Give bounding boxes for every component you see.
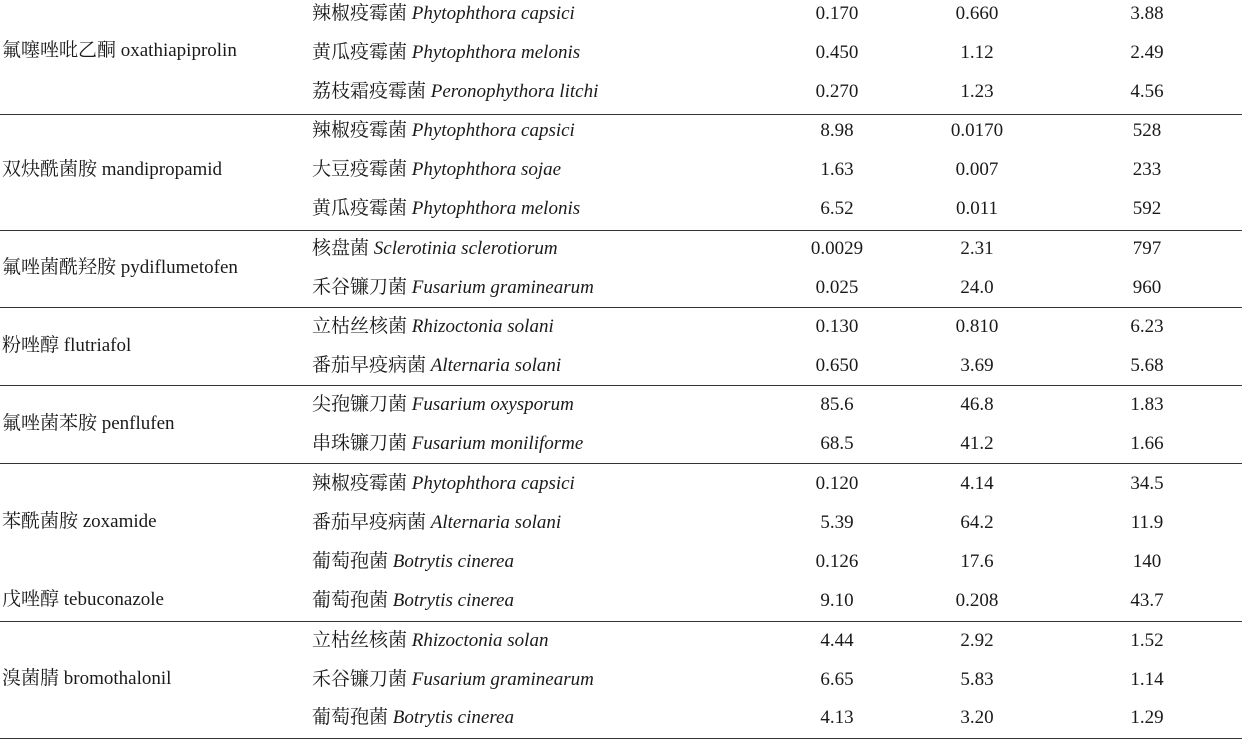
value-col2: 0.660	[955, 3, 999, 24]
value-col2: 41.2	[960, 433, 994, 454]
pathogen-name	[312, 308, 554, 346]
value-col3: 233	[1132, 159, 1162, 180]
pathogen-chinese-name: 辣椒疫霉菌	[312, 473, 408, 494]
pathogen-chinese-name: 葡萄孢菌	[312, 707, 389, 728]
pathogen-chinese-name: 黄瓜疫霉菌	[312, 42, 408, 63]
value-col2: 5.83	[960, 669, 994, 690]
pathogen-latin-name: Phytophthora capsici	[411, 473, 575, 494]
pathogen-latin-name: Botrytis cinerea	[392, 707, 514, 728]
pathogen-chinese-name: 禾谷镰刀菌	[312, 669, 408, 690]
pathogen-latin-name: Phytophthora melonis	[411, 198, 581, 219]
pathogen-latin-name: Rhizoctonia solan	[411, 630, 549, 651]
value-col1: 0.170	[815, 3, 859, 24]
pathogen-chinese-name: 辣椒疫霉菌	[312, 120, 408, 141]
value-col2: 46.8	[960, 394, 994, 415]
pathogen-name	[312, 151, 561, 189]
table-row	[0, 34, 1242, 72]
pathogen-name	[312, 0, 575, 33]
value-col1: 0.126	[815, 551, 859, 572]
pathogen-latin-name: Fusarium graminearum	[411, 277, 594, 298]
pathogen-name	[312, 661, 594, 699]
value-col3: 960	[1132, 277, 1162, 298]
value-col2: 0.007	[955, 159, 999, 180]
value-col3: 1.83	[1130, 394, 1164, 415]
compound-name: 溴菌腈 bromothalonil	[2, 668, 172, 689]
value-col1: 4.44	[820, 630, 854, 651]
compound-name: 苯酰菌胺 zoxamide	[2, 511, 157, 532]
pathogen-chinese-name: 黄瓜疫霉菌	[312, 198, 408, 219]
table-row	[0, 543, 1242, 581]
value-col3: 6.23	[1130, 316, 1164, 337]
value-col3: 43.7	[1130, 590, 1164, 611]
pathogen-name	[312, 386, 574, 424]
pathogen-chinese-name: 串珠镰刀菌	[312, 433, 408, 454]
value-col1: 68.5	[820, 433, 854, 454]
value-col3: 797	[1132, 238, 1162, 259]
pathogen-latin-name: Fusarium graminearum	[411, 669, 594, 690]
pathogen-name	[312, 465, 575, 503]
pathogen-name	[312, 34, 580, 72]
pathogen-chinese-name: 大豆疫霉菌	[312, 159, 408, 180]
value-col2: 0.0170	[950, 120, 1004, 141]
pathogen-latin-name: Alternaria solani	[430, 512, 562, 533]
pathogen-chinese-name: 辣椒疫霉菌	[312, 3, 408, 24]
pathogen-chinese-name: 番茄早疫病菌	[312, 512, 427, 533]
value-col2: 2.31	[960, 238, 994, 259]
value-col1: 0.130	[815, 316, 859, 337]
value-col2: 4.14	[960, 473, 994, 494]
value-col2: 3.20	[960, 707, 994, 728]
pathogen-chinese-name: 立枯丝核菌	[312, 630, 408, 651]
pathogen-latin-name: Fusarium moniliforme	[411, 433, 584, 454]
table-row	[0, 582, 1242, 620]
pathogen-name	[312, 504, 561, 542]
table-row	[0, 0, 1242, 33]
value-col2: 3.69	[960, 355, 994, 376]
pathogen-name	[312, 622, 548, 660]
value-col3: 1.14	[1130, 669, 1164, 690]
group-divider	[0, 463, 1242, 464]
table-row	[0, 230, 1242, 268]
pathogen-latin-name: Phytophthora sojae	[411, 159, 562, 180]
table-row	[0, 661, 1242, 699]
value-col3: 3.88	[1130, 3, 1164, 24]
pathogen-name	[312, 73, 598, 111]
compound-name: 戊唑醇 tebuconazole	[2, 589, 164, 610]
pathogen-latin-name: Botrytis cinerea	[392, 590, 514, 611]
table-row	[0, 386, 1242, 424]
value-col1: 0.120	[815, 473, 859, 494]
compound-name: 双炔酰菌胺 mandipropamid	[2, 159, 223, 180]
pathogen-chinese-name: 立枯丝核菌	[312, 316, 408, 337]
value-col3: 528	[1132, 120, 1162, 141]
value-col1: 0.650	[815, 355, 859, 376]
pathogen-latin-name: Botrytis cinerea	[392, 551, 514, 572]
value-col1: 0.270	[815, 81, 859, 102]
value-col1: 1.63	[820, 159, 854, 180]
pathogen-latin-name: Peronophythora litchi	[430, 81, 599, 102]
value-col3: 140	[1132, 551, 1162, 572]
pathogen-name	[312, 347, 561, 385]
pathogen-name	[312, 582, 514, 620]
pathogen-chinese-name: 葡萄孢菌	[312, 590, 389, 611]
value-col3: 592	[1132, 198, 1162, 219]
value-col2: 2.92	[960, 630, 994, 651]
table-row	[0, 347, 1242, 385]
pathogen-latin-name: Fusarium oxysporum	[411, 394, 574, 415]
value-col1: 5.39	[820, 512, 854, 533]
table-row	[0, 151, 1242, 189]
value-col2: 24.0	[960, 277, 994, 298]
table-row	[0, 308, 1242, 346]
value-col2: 1.23	[960, 81, 994, 102]
value-col1: 9.10	[820, 590, 854, 611]
pathogen-name	[312, 269, 594, 307]
pathogen-chinese-name: 禾谷镰刀菌	[312, 277, 408, 298]
pathogen-latin-name: Phytophthora melonis	[411, 42, 581, 63]
pathogen-latin-name: Phytophthora capsici	[411, 3, 575, 24]
value-col3: 11.9	[1130, 512, 1164, 533]
pathogen-chinese-name: 葡萄孢菌	[312, 551, 389, 572]
table-row	[0, 699, 1242, 737]
value-col1: 4.13	[820, 707, 854, 728]
value-col1: 0.025	[815, 277, 859, 298]
table-row	[0, 269, 1242, 307]
value-col1: 6.52	[820, 198, 854, 219]
value-col2: 0.810	[955, 316, 999, 337]
pathogen-name	[312, 425, 583, 463]
table-row	[0, 112, 1242, 150]
pathogen-latin-name: Sclerotinia sclerotiorum	[373, 238, 558, 259]
pathogen-chinese-name: 番茄早疫病菌	[312, 355, 427, 376]
table-row	[0, 504, 1242, 542]
table-row	[0, 465, 1242, 503]
value-col2: 1.12	[960, 42, 994, 63]
pathogen-name	[312, 699, 514, 737]
table-row	[0, 425, 1242, 463]
value-col1: 85.6	[820, 394, 854, 415]
value-col3: 34.5	[1130, 473, 1164, 494]
pathogen-latin-name: Alternaria solani	[430, 355, 562, 376]
pathogen-latin-name: Rhizoctonia solani	[411, 316, 554, 337]
pathogen-name	[312, 112, 575, 150]
compound-name: 氟唑菌苯胺 penflufen	[2, 413, 175, 434]
compound-name: 氟唑菌酰羟胺 pydiflumetofen	[2, 257, 238, 278]
value-col2: 0.011	[955, 198, 999, 219]
pathogen-name	[312, 190, 580, 228]
value-col3: 1.66	[1130, 433, 1164, 454]
value-col3: 1.52	[1130, 630, 1164, 651]
value-col1: 0.450	[815, 42, 859, 63]
value-col1: 6.65	[820, 669, 854, 690]
pathogen-chinese-name: 核盘菌	[312, 238, 370, 259]
group-divider	[0, 738, 1242, 739]
pathogen-chinese-name: 尖孢镰刀菌	[312, 394, 408, 415]
value-col3: 2.49	[1130, 42, 1164, 63]
value-col2: 64.2	[960, 512, 994, 533]
value-col3: 4.56	[1130, 81, 1164, 102]
compound-name: 粉唑醇 flutriafol	[2, 335, 132, 356]
value-col2: 17.6	[960, 551, 994, 572]
pathogen-name	[312, 230, 558, 268]
table-row	[0, 190, 1242, 228]
compound-name: 氟噻唑吡乙酮 oxathiapiprolin	[2, 40, 237, 61]
value-col1: 8.98	[820, 120, 854, 141]
table-row	[0, 73, 1242, 111]
pathogen-chinese-name: 荔枝霜疫霉菌	[312, 81, 427, 102]
value-col1: 0.0029	[810, 238, 864, 259]
pathogen-latin-name: Phytophthora capsici	[411, 120, 575, 141]
value-col3: 1.29	[1130, 707, 1164, 728]
pathogen-name	[312, 543, 514, 581]
table-row	[0, 622, 1242, 660]
value-col2: 0.208	[955, 590, 999, 611]
value-col3: 5.68	[1130, 355, 1164, 376]
